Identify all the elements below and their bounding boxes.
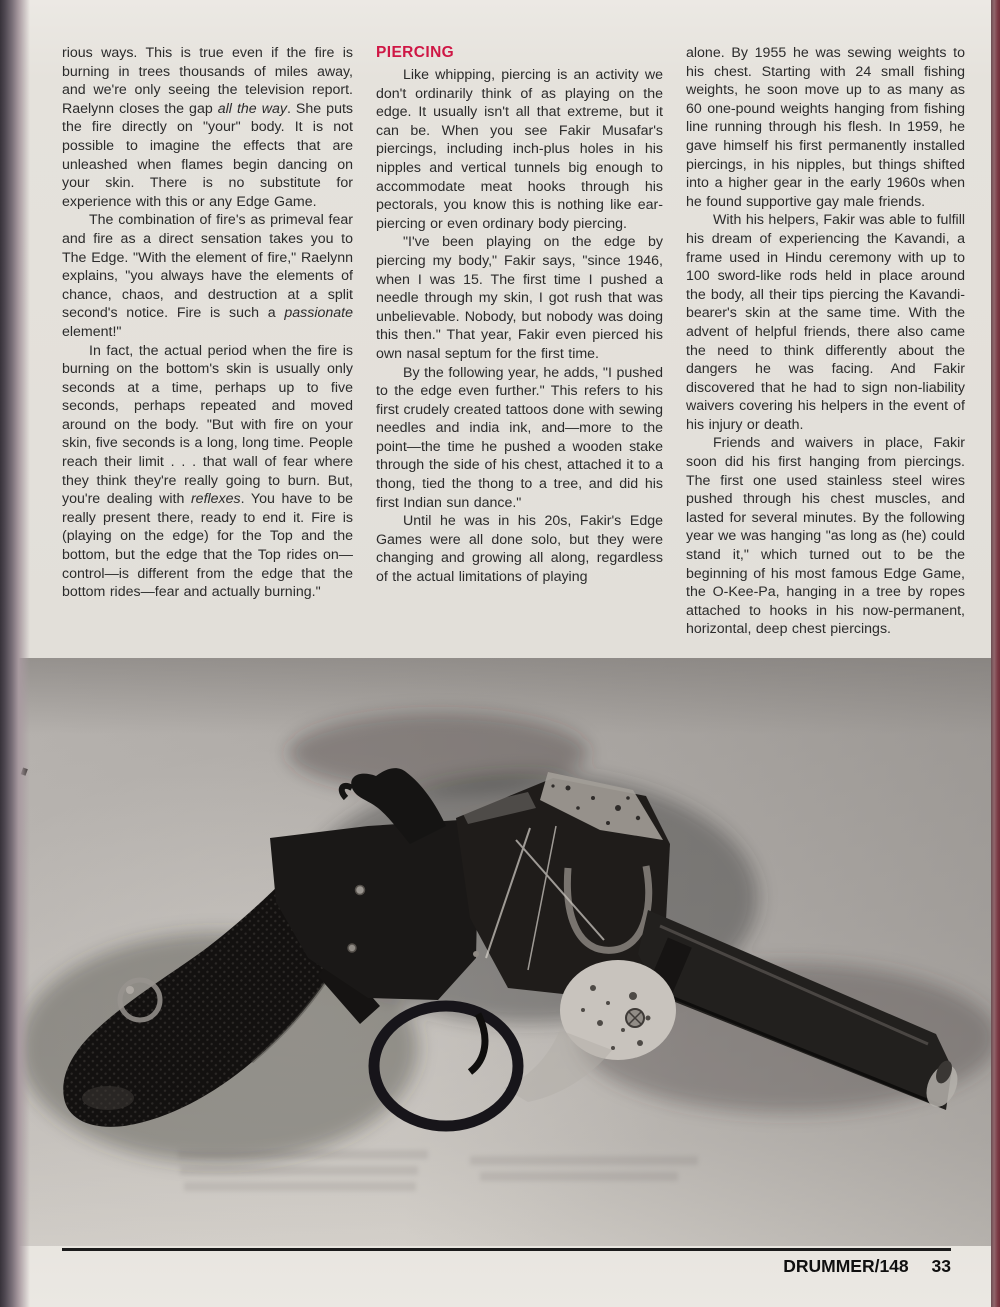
bleed-through-text (470, 1156, 698, 1165)
bleed-through-text (178, 1150, 428, 1159)
text-column-2 (376, 44, 663, 639)
revolver-photo (8, 658, 992, 1246)
paragraph: The combination of fire's as primeval fear and fire as a direct sensation takes you to The Edge. "With the element of fire," Raelynn explains, "you always have the elements of chance, chaos, and destruction at a split second's notice. Fire is such a passionate element!" (62, 212, 353, 340)
paragraph: rious ways. This is true even if the fire is burning in trees thousands of miles away, and we're only seeing the television report. Raelynn closes the gap all the way. She puts the fire directly on "your" body. It is not possible to imagine the effects that are unleashed when flames begin dancing on your skin. There is no substitute for experience with this or any Edge Game. (62, 45, 353, 210)
bleed-through-text (184, 1182, 416, 1191)
binding-gutter-shadow (0, 0, 30, 1307)
paragraph: Until he was in his 20s, Fakir's Edge Games were all done solo, but they were changing and growing all along, regardless of the actual limitations of playing (376, 513, 663, 586)
magazine-title: DRUMMER/148 (783, 1256, 909, 1276)
paragraph: alone. By 1955 he was sewing weights to his chest. Starting with 24 small fishing weights, he soon move up to as many as 60 one-pound weights hanging from fishing line running through his flesh. In 1959, he gave himself his first permanently installed piercings, in his nipples, but things shifted into a higher gear in the early 1960s when he found supportive gay male friends. (686, 45, 965, 210)
page-footer (783, 1256, 951, 1277)
bleed-through-text (480, 1172, 678, 1181)
text-column-1 (62, 44, 353, 639)
paragraph: With his helpers, Fakir was able to fulfill his dream of experiencing the Kavandi, a frame used in Hindu ceremony with up to 100 sword-like rods held in place around the body, all their tips piercing the Kavandi-bearer's skin at the same time. With the advent of helpful friends, there also came the need to think differently about the dangers he was facing. And Fakir discovered that he had to sign non-liability waivers covering his helpers in the event of his injury or death. (686, 212, 965, 433)
paragraph: "I've been playing on the edge by piercing my body," Fakir says, "since 1946, when I was 15. The first time I pushed a needle through my skin, I got rush that was unbelievable. Nobody, but nobody was doing this then." That year, Fakir even pierced his own nasal septum for the first time. (376, 234, 663, 362)
page-number: 33 (931, 1256, 951, 1276)
text-column-3 (686, 44, 965, 639)
paragraph: By the following year, he adds, "I pushed to the edge even further." This refers to his first crudely created tattoos done with sewing needles and india ink, and—more to the point—the time he pushed a wooden stake through the side of his chest, attached it to a thong, tied the thong to a tree, and did his first Indian sun dance." (376, 364, 663, 511)
article-body (62, 44, 965, 639)
page-right-edge (991, 0, 1000, 1307)
trigger (470, 1014, 485, 1072)
paragraph: In fact, the actual period when the fire is burning on the bottom's skin is usually only seconds at a time, perhaps up to five seconds, perhaps repeated and moved around on the body. "But with fire on your skin, five seconds is a long, long time. People reach their limit . . . that wall of fear where they think they're really going to burn. But, you're dealing with reflexes. You have to be really present there, ready to end it. Fire is (playing on the edge) for the Top and the bottom, but the edge that the Top rides on—control—is different from the edge that the bottom rides—fear and actually burning." (62, 342, 353, 601)
paragraph: Like whipping, piercing is an activity we don't ordinarily think of as playing on the edge. It usually isn't all that extreme, but it can be. When you see Fakir Musafar's piercings, including inch-plus holes in his nipples and vertical tunnels big enough to accommodate meat hooks through his pectorals, you know this is nothing like ear-piercing or even ordinary body piercing. (376, 67, 663, 232)
paragraph: Friends and waivers in place, Fakir soon did his first hanging from piercings. The first one used stainless steel wires pushed through his chest muscles, and lasted for several minutes. By the following year we was hanging "as long as (he) could stand it," which turned out to be the beginning of his most famous Edge Game, the O-Kee-Pa, hanging in a tree by ropes attached to hooks in his now-permanent, horizontal, deep chest piercings. (686, 435, 965, 638)
footer-rule (62, 1248, 951, 1251)
bleed-through-text (180, 1166, 418, 1175)
section-heading: PIERCING (376, 44, 455, 61)
